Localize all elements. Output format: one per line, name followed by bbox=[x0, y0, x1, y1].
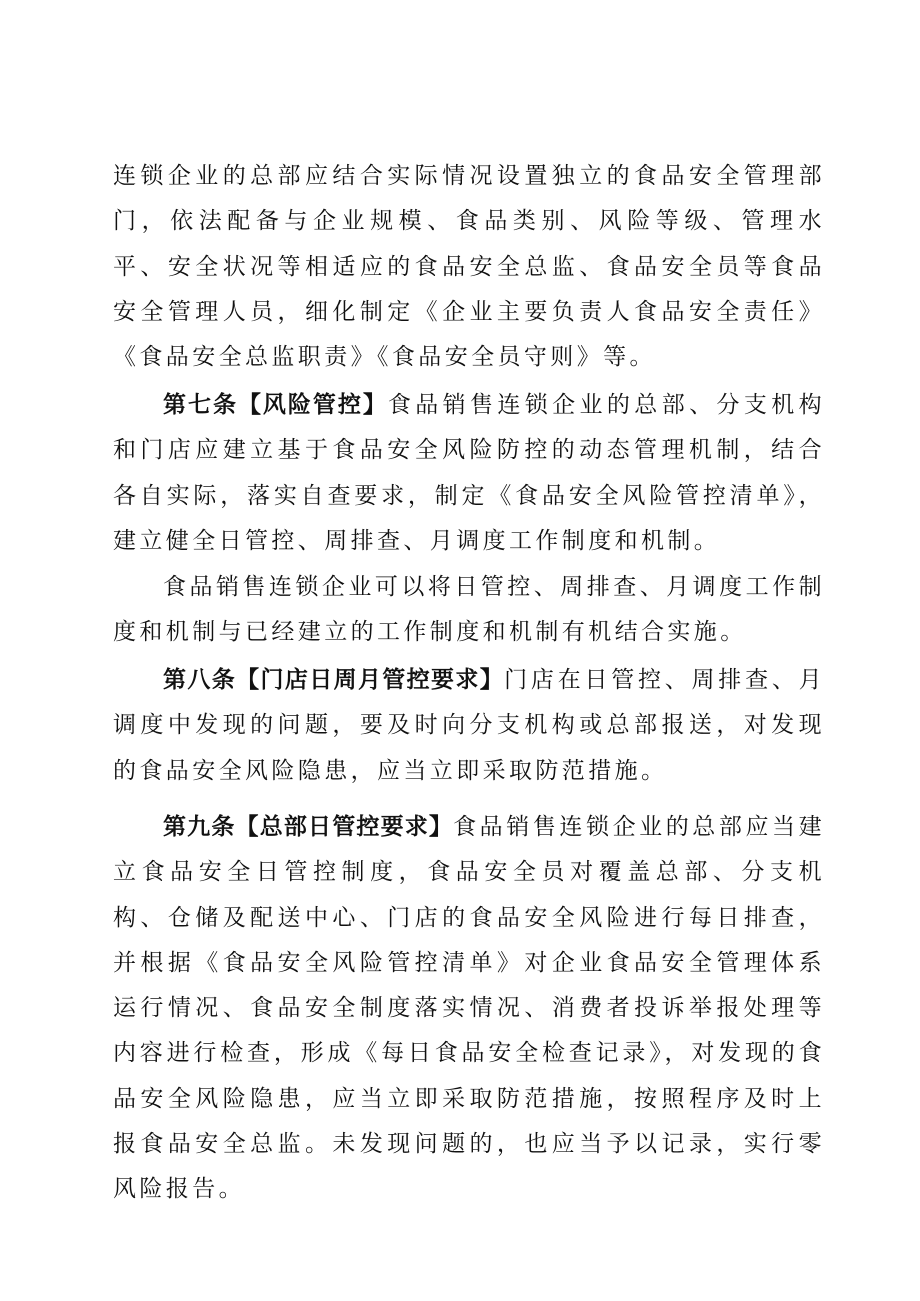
article-9-paragraph bbox=[113, 805, 825, 1213]
article-8-text: 门店在日管控、周排查、月调度中发现的问题，要及时向分支机构或总部报送，对发现的食品安全风险隐患，应当立即采取防范措施。 bbox=[113, 667, 825, 784]
article-8-heading: 第八条【门店日周月管控要求】 bbox=[163, 667, 505, 693]
article-7-text: 食品销售连锁企业的总部、分支机构和门店应建立基于食品安全风险防控的动态管理机制，结合各自实际，落实自查要求，制定《食品安全风险管控清单》，建立健全日管控、周排查、月调度工作制度和机制。 bbox=[113, 392, 826, 554]
article-9-text: 食品销售连锁企业的总部应当建立食品安全日管控制度，食品安全员对覆盖总部、分支机构、仓储及配送中心、门店的食品安全风险进行每日排查，并根据《食品安全风险管控清单》对企业食品安全管理体系运行情况、食品安全制度落实情况、消费者投诉举报处理等内容进行检查，形成《每日食品安全检查记录》，对发现的食品安全风险隐患，应当立即采取防范措施，按照程序及时上报食品安全总监。未发现问题的，也应当予以记录，实行零风险报告。 bbox=[113, 814, 825, 1203]
article-7-supplement-text: 食品销售连锁企业可以将日管控、周排查、月调度工作制度和机制与已经建立的工作制度和机制有机结合实施。 bbox=[113, 574, 825, 646]
paragraph-text: 连锁企业的总部应结合实际情况设置独立的食品安全管理部门，依法配备与企业规模、食品类别、风险等级、管理水平、安全状况等相适应的食品安全总监、食品安全员等食品安全管理人员，细化制定《企业主要负责人食品安全责任》《食品安全总监职责》《食品安全员守则》等。 bbox=[113, 163, 825, 371]
article-7-heading: 第七条【风险管控】 bbox=[163, 392, 388, 418]
article-9-heading: 第九条【总部日管控要求】 bbox=[163, 814, 454, 840]
article-8-paragraph bbox=[113, 658, 825, 794]
article-7-paragraph bbox=[113, 383, 825, 564]
paragraph-continuation bbox=[113, 154, 825, 380]
article-7-supplement-paragraph bbox=[113, 565, 825, 656]
